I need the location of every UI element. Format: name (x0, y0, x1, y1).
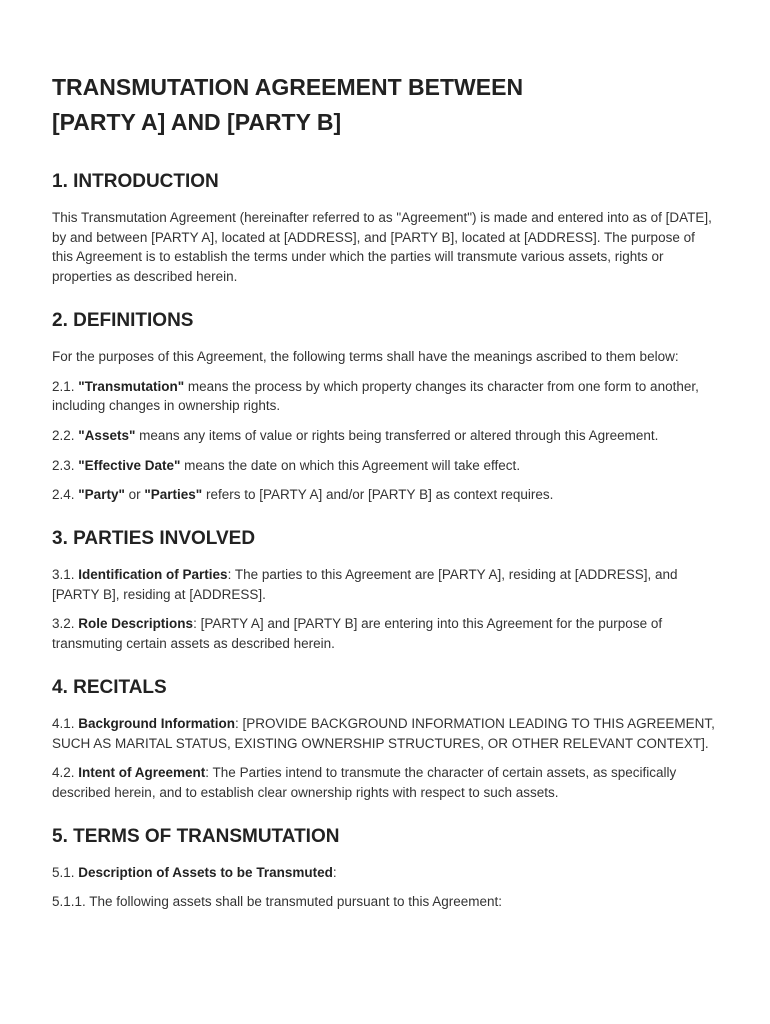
section-introduction (52, 170, 718, 287)
clause (52, 614, 718, 653)
clause-term: "Party" (78, 487, 125, 503)
section-heading: 5. TERMS OF TRANSMUTATION (52, 825, 340, 847)
clause-number: 5.1. (52, 864, 79, 880)
clause-text: : [PROVIDE BACKGROUND INFORMATION LEADING TO THIS AGREEMENT, SUCH AS MARITAL STATUS, EXISTING OWNERSHIP STRUCTURES, OR OTHER RELEVANT CONTEXT]. (52, 715, 715, 751)
section-recitals (52, 676, 718, 803)
clause: 5.1.1. The following assets shall be transmuted pursuant to this Agreement: (52, 894, 503, 910)
clause (52, 426, 718, 446)
clause (52, 565, 718, 604)
section-heading: 3. PARTIES INVOLVED (52, 528, 256, 550)
section-parties-involved (52, 527, 718, 654)
clause-number: 4.1. (52, 715, 79, 731)
clause-term: "Assets" (78, 427, 136, 443)
document-title (52, 70, 718, 140)
clause-text: means the process by which property changes its character from one form to another, including changes in ownership rights. (52, 378, 699, 414)
clause-term: Role Descriptions (78, 616, 194, 632)
clause (52, 714, 718, 753)
title-line-1: TRANSMUTATION AGREEMENT BETWEEN (52, 74, 524, 100)
section-heading: 1. INTRODUCTION (52, 171, 219, 192)
clause (52, 863, 718, 883)
clause (52, 763, 718, 802)
section-terms-of-transmutation (52, 825, 718, 912)
clause-term: "Parties" (144, 487, 203, 503)
section-heading: 2. DEFINITIONS (52, 309, 194, 331)
clause-number: 4.2. (52, 765, 79, 781)
clause-text: means the date on which this Agreement will take effect. (180, 457, 521, 473)
clause (52, 456, 718, 476)
clause (52, 485, 718, 505)
clause-term: "Effective Date" (78, 457, 181, 473)
clause-number: 2.2. (52, 427, 79, 443)
clause-number: 2.1. (52, 378, 79, 394)
clause-text: : The Parties intend to transmute the character of certain assets, as specifically described herein, and to establish clear ownership rights with respect to such assets. (52, 765, 677, 800)
clause-number: 3.1. (52, 567, 79, 583)
section-definitions (52, 309, 718, 505)
clause-text: means any items of value or rights being transferred or altered through this Agreement. (135, 427, 659, 443)
clause-term: Intent of Agreement (78, 765, 206, 781)
title-line-2: [PARTY A] AND [PARTY B] (52, 109, 342, 135)
clause-number: 2.4. (52, 487, 79, 503)
clause-term: Background Information (78, 715, 236, 731)
clause-text: : [PARTY A] and [PARTY B] are entering into this Agreement for the purpose of transmuting certain assets as described herein. (52, 616, 663, 652)
clause-number: 2.3. (52, 457, 79, 473)
clause-connector: or (124, 487, 145, 503)
clause (52, 377, 718, 416)
clause-term: "Transmutation" (78, 378, 185, 394)
clause-term: Identification of Parties (78, 567, 228, 583)
clause-text: refers to [PARTY A] and/or [PARTY B] as context requires. (202, 487, 554, 503)
clause-term: Description of Assets to be Transmuted (78, 864, 333, 880)
clause-text: : The parties to this Agreement are [PARTY A], residing at [ADDRESS], and [PARTY B], residing at [ADDRESS]. (52, 567, 678, 602)
paragraph: This Transmutation Agreement (hereinafter referred to as "Agreement") is made and entered into as of [DATE], by and between [PARTY A], located at [ADDRESS], and [PARTY B], located at [ADDRESS]. The purpose of this Agreement is to establish the terms under which the parties will transmute various assets, rights or properties as described herein. (52, 210, 712, 285)
paragraph: For the purposes of this Agreement, the following terms shall have the meanings ascribed to them below: (52, 348, 679, 364)
section-heading: 4. RECITALS (52, 676, 167, 698)
clause-text: : (332, 864, 337, 880)
clause-number: 3.2. (52, 616, 79, 632)
